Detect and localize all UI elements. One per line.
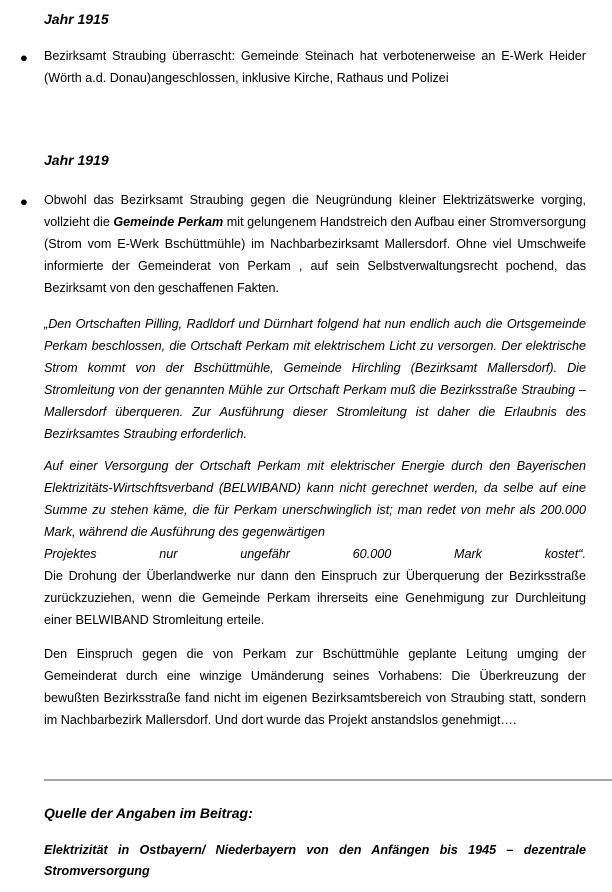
bullet-icon: ● — [20, 50, 28, 65]
closing-paragraph: Den Einspruch gegen die von Perkam zur Bschüttmühle geplante Leitung umging der Gemeinderat durch eine winzige Umänderung seines Vorhabens: Die Überkreuzung der bewußten Bezirksstraße fand nicht im eigenen Bezirksamtsbereich von Straubing statt, sondern im Nachbarbezirk Mallersdorf. Und dort wurde das Projekt anstandslos genehmigt…. — [44, 647, 586, 727]
quote-paragraph-2-last-line: Projektes nur ungefähr 60.000 Mark kostet“. — [44, 547, 586, 561]
divider-line — [44, 779, 612, 781]
threat-paragraph: Die Drohung der Überlandwerke nur dann den Einspruch zur Überquerung der Bezirksstraße zurückzuziehen, wenn die Gemeinde Perkam ihrerseits eine Genehmigung zur Durchleitung einer BELWIBAND Stromleitung erteile. — [44, 569, 586, 627]
intro-emphasis: Gemeinde Perkam — [113, 215, 224, 229]
bullet-icon: ● — [20, 194, 28, 209]
source-title: Quelle der Angaben im Beitrag: — [44, 805, 253, 821]
heading-1915: Jahr 1915 — [44, 11, 109, 27]
paragraph-1919-intro — [44, 189, 586, 299]
quote-paragraph-2: Auf einer Versorgung der Ortschaft Perkam mit elektrischer Energie durch den Bayerischen Elektrizitäts-Wirtschftsverband (BELWIBAND) kann nicht gerechnet werden, da selbe auf eine Summe zu stehen käme, die für Perkam unerschwinglich ist; man redet von mehr als 200.000 Mark, während die Ausführung des gegenwärtigen — [44, 459, 586, 539]
intro-text-after: mit gelungenem Handstreich den Aufbau einer Stromversorgung (Strom vom E-Werk Bschüttmühle) im Nachbarbezirksamt Mallersdorf. Ohne viel Umschweife informierte der Gemeinderat von Perkam , auf sein Selbstverwaltungsrecht pochend, das Bezirksamt von den geschaffenen Fakten. — [44, 215, 586, 295]
source-reference: Elektrizität in Ostbayern/ Niederbayern von den Anfängen bis 1945 – dezentrale Stromversorgung — [44, 843, 586, 878]
quote-and-response-paragraph — [44, 455, 586, 631]
intro-text-before: Obwohl das Bezirksamt Straubing gegen die Neugründung kleiner Elektrizätswerke vorging, vollzieht die — [44, 193, 586, 229]
heading-1919: Jahr 1919 — [44, 152, 109, 168]
quote-paragraph-1: „Den Ortschaften Pilling, Radldorf und Dürnhart folgend hat nun endlich auch die Ortsgemeinde Perkam beschlossen, die Ortschaft Perkam mit elektrischem Licht zu versorgen. Der elektrische Strom kommt von der Bschüttmühle, Gemeinde Hirchling (Bezirksamt Mallersdorf). Die Stromleitung von der genannten Mühle zur Ortschaft Perkam muß die Bezirksstraße Straubing – Mallersdorf überqueren. Zur Ausführung dieser Stromleitung ist daher die Erlaubnis des Bezirksamtes Straubing erforderlich. — [44, 317, 586, 441]
paragraph-1915: Bezirksamt Straubing überrascht: Gemeinde Steinach hat verbotenerweise an E-Werk Heider (Wörth a.d. Donau)angeschlossen, inklusive Kirche, Rathaus und Polizei — [44, 49, 586, 85]
